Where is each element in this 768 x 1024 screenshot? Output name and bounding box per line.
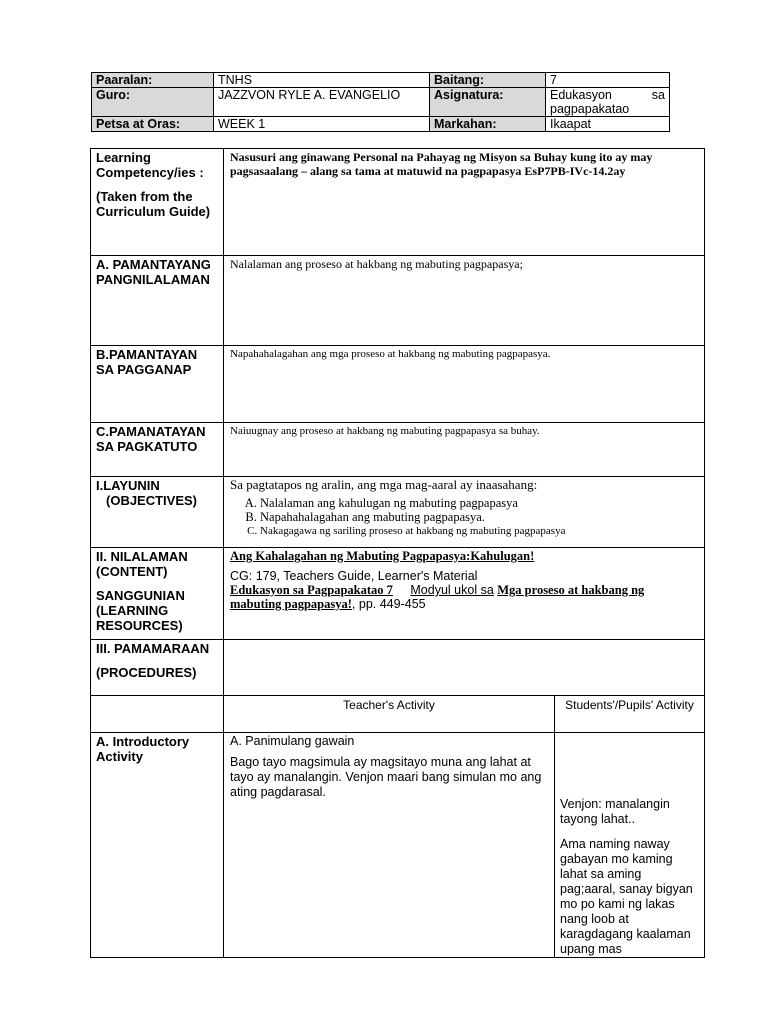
competency-label: Learning Competency/ies :: [96, 150, 204, 180]
procedures-label: (PROCEDURES): [96, 665, 197, 680]
pamanatayan-pagkatuto-text: Naiuugnay ang proseso at hakbang ng mabuting pagpapasya sa buhay.: [224, 423, 705, 477]
layunin-label: I.LAYUNIN: [96, 478, 160, 493]
students-activity-cell: [555, 733, 705, 958]
competency-source-label: (Taken from the Curriculum Guide): [96, 189, 211, 219]
layunin-label-cell: [91, 477, 224, 548]
nilalaman-label: II. NILALAMAN (CONTENT): [96, 549, 188, 579]
pamantayang-pangnilalaman-row: [91, 256, 705, 346]
markahan-label: Markahan:: [430, 117, 546, 132]
asignatura-value-line1: Edukasyon: [550, 88, 612, 102]
modyul-text: Modyul ukol sa: [410, 583, 494, 597]
introductory-activity-row: [91, 733, 705, 958]
pamantayan-pagganap-label: B.PAMANTAYAN SA PAGGANAP: [91, 346, 224, 423]
pamantayan-pagganap-row: [91, 346, 705, 423]
pamanatayan-pagkatuto-row: [91, 423, 705, 477]
lesson-plan-table: [90, 148, 705, 958]
nilalaman-label-cell: [91, 548, 224, 640]
book-reference: [230, 583, 698, 611]
nilalaman-row: [91, 548, 705, 640]
introductory-activity-label: A. Introductory Activity: [91, 733, 224, 958]
panimulang-gawain-heading: A. Panimulang gawain: [230, 734, 355, 748]
petsa-label: Petsa at Oras:: [92, 117, 214, 132]
teacher-activity-text: Bago tayo magsimula ay magsitayo muna ang lahat at tayo ay manalangin. Venjon maari bang simulan mo ang ating pagdarasal.: [230, 755, 542, 799]
layunin-content: [224, 477, 705, 548]
pamamaraan-row: [91, 640, 705, 696]
header-info-table: [91, 72, 670, 132]
petsa-value: WEEK 1: [214, 117, 430, 132]
pamanatayan-pagkatuto-label: C.PAMANATAYAN SA PAGKATUTO: [91, 423, 224, 477]
asignatura-value: [546, 88, 670, 117]
cg-reference: CG: 179, Teachers Guide, Learner's Material: [230, 569, 478, 583]
baitang-value: 7: [546, 73, 670, 88]
asignatura-value-line2: pagpapakatao: [550, 102, 630, 116]
modyul-topic: Mga proseso at hakbang ng mabuting pagpapasya!: [230, 583, 645, 611]
activity-header-row: [91, 696, 705, 733]
lesson-title: Ang Kahalagahan ng Mabuting Pagpapasya:Kahulugan!: [230, 549, 535, 563]
pamamaraan-label: III. PAMAMARAAN: [96, 641, 210, 656]
pamamaraan-label-cell: [91, 640, 224, 696]
competency-label-cell: [91, 149, 224, 256]
student-response-1: Venjon: manalangin tayong lahat..: [560, 797, 670, 826]
asignatura-label: Asignatura:: [430, 88, 546, 117]
book-title: Edukasyon sa Pagpapakatao 7: [230, 583, 393, 597]
pamamaraan-empty-cell: [224, 640, 705, 696]
markahan-value: Ikaapat: [546, 117, 670, 132]
objective-item: A. Nalalaman ang kahulugan ng mabuting pagpapasya: [260, 496, 698, 510]
layunin-intro: Sa pagtatapos ng aralin, ang mga mag-aaral ay inaasahang:: [230, 477, 538, 492]
guro-value: JAZZVON RYLE A. EVANGELIO: [214, 88, 430, 117]
pamantayang-pangnilalaman-label: A. PAMANTAYANG PANGNILALAMAN: [91, 256, 224, 346]
pamantayan-pagganap-text: Napahahalagahan ang mga proseso at hakbang ng mabuting pagpapasya.: [224, 346, 705, 423]
objectives-list: [230, 496, 698, 538]
objectives-label: (OBJECTIVES): [106, 493, 198, 508]
baitang-label: Baitang:: [430, 73, 546, 88]
teacher-activity-cell: [224, 733, 555, 958]
paaralan-value: TNHS: [214, 73, 430, 88]
competency-row: [91, 149, 705, 256]
student-prayer: Ama naming naway gabayan mo kaming lahat sa aming pag;aaral, sanay bigyan mo po kami ng lakas nang loob at karagdagang kaalaman upang mas: [560, 837, 693, 956]
teacher-activity-header: Teacher's Activity: [224, 696, 555, 733]
pamantayang-pangnilalaman-text: Nalalaman ang proseso at hakbang ng mabuting pagpapasya;: [224, 256, 705, 346]
activity-header-empty: [91, 696, 224, 733]
objective-item: C. Nakagagawa ng sariling proseso at hakbang ng mabuting pagpapasya: [260, 524, 698, 538]
guro-label: Guro:: [92, 88, 214, 117]
nilalaman-content: [224, 548, 705, 640]
objective-item: B. Napahahalagahan ang mabuting pagpapasya.: [260, 510, 698, 524]
paaralan-label: Paaralan:: [92, 73, 214, 88]
students-activity-header: Students'/Pupils' Activity: [555, 696, 705, 733]
asignatura-value-sa: sa: [651, 88, 665, 102]
competency-text: Nasusuri ang ginawang Personal na Pahayag ng Misyon sa Buhay kung ito ay may pagsasaalang – alang sa tama at matuwid na pagpapasya EsP7PB-IVc-14.2ay: [224, 149, 705, 256]
page-range: , pp. 449-455: [351, 597, 426, 611]
sanggunian-label: SANGGUNIAN (LEARNING RESOURCES): [96, 588, 185, 633]
layunin-row: [91, 477, 705, 548]
